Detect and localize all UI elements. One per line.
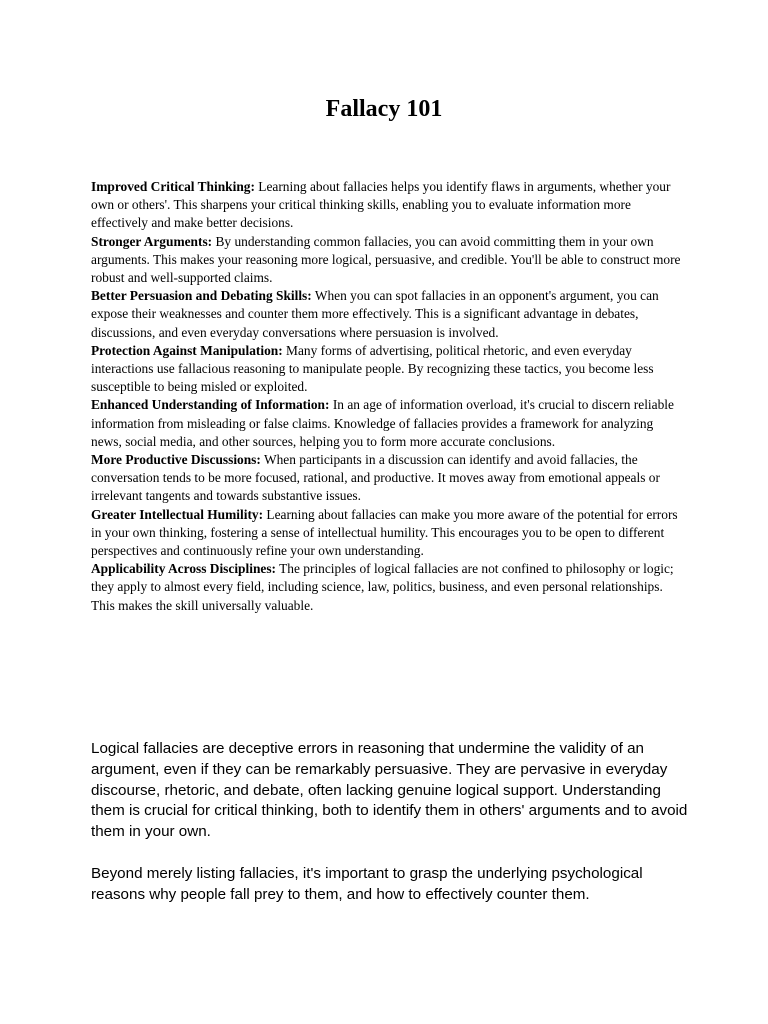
benefit-item [91,233,681,288]
benefit-term: More Productive Discussions: [91,452,261,468]
benefit-item [91,396,681,451]
benefit-item [91,342,681,397]
benefit-text: Learning about fallacies helps you identify flaws in arguments, whether your own or others'. This sharpens your critical thinking skills, enabling you to evaluate information more effectively and make better decisions. [91,179,671,231]
intro-section [91,739,691,905]
benefit-text: In an age of information overload, it's crucial to discern reliable information from misleading or false claims. Knowledge of fallacies provides a framework for analyzing news, social media, and other sources, helping you to form more accurate conclusions. [91,397,674,449]
benefit-text: When participants in a discussion can identify and avoid fallacies, the conversation tends to be more focused, rational, and productive. It moves away from emotional appeals or irrelevant tangents and towards substantive issues. [91,452,660,504]
benefit-text: By understanding common fallacies, you can avoid committing them in your own arguments. This makes your reasoning more logical, persuasive, and credible. You'll be able to construct more robust and well-supported claims. [91,233,681,286]
benefit-term: Better Persuasion and Debating Skills: [91,288,312,304]
benefit-term: Improved Critical Thinking: [91,179,255,194]
benefits-list [91,178,681,615]
benefit-term: Stronger Arguments: [91,233,213,249]
benefit-item [91,178,681,233]
benefit-item [91,506,681,561]
intro-paragraph: Beyond merely listing fallacies, it's important to grasp the underlying psychological reasons why people fall prey to them, and how to effectively counter them. [91,864,643,903]
benefit-item [91,287,681,342]
benefit-text: Many forms of advertising, political rhetoric, and even everyday interactions use fallacious reasoning to manipulate people. By recognizing these tactics, you become less susceptible to being misled or exploited. [91,342,654,395]
benefit-term: Enhanced Understanding of Information: [91,397,330,413]
benefit-item [91,560,681,615]
benefit-term: Protection Against Manipulation: [91,342,283,358]
benefit-text: When you can spot fallacies in an opponent's argument, you can expose their weaknesses and counter them more effectively. This is a significant advantage in debates, discussions, and even everyday conversations where persuasion is involved. [91,288,659,340]
benefit-term: Applicability Across Disciplines: [91,561,277,577]
benefit-item [91,451,681,506]
intro-paragraph: Logical fallacies are deceptive errors in reasoning that undermine the validity of an argument, even if they can be remarkably persuasive. They are pervasive in everyday discourse, rhetoric, and debate, often lacking genuine logical support. Understanding them is crucial for critical thinking, both to identify them in others' arguments and to avoid them in your own. [91,740,688,841]
benefit-term: Greater Intellectual Humility: [91,506,264,522]
benefit-text: The principles of logical fallacies are not confined to philosophy or logic; they apply to almost every field, including science, law, politics, business, and even personal relationships. This makes the skill universally valuable. [91,561,674,613]
page-title: Fallacy 101 [325,96,443,122]
benefit-text: Learning about fallacies can make you more aware of the potential for errors in your own thinking, fostering a sense of intellectual humility. This encourages you to be open to different perspectives and continuously refine your own understanding. [91,506,678,559]
